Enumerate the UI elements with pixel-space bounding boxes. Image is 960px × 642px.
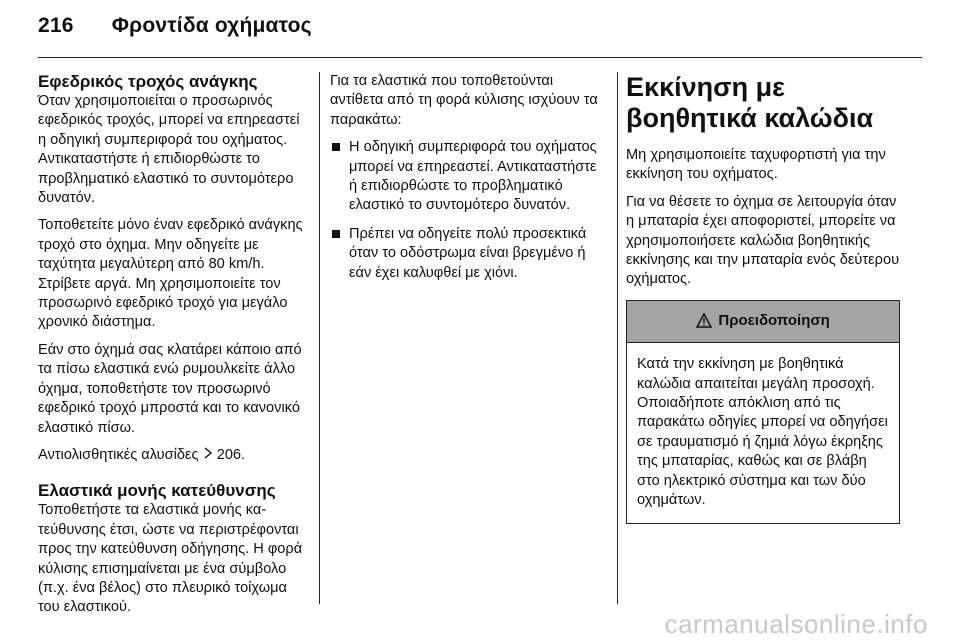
section-heading-directional-tyres: Ελαστικά μονής κατεύθυνσης	[38, 481, 276, 501]
column-2	[330, 72, 602, 292]
bullet-square-icon	[332, 143, 340, 151]
list-item: Η οδηγική συμπεριφορά του οχήματος μπορεί να επηρεαστεί. Αντικαταστήστε ή επιδιορθώστε το προβληματικό ελαστικό το συντομότερο δυνατόν.	[330, 138, 602, 216]
list-item: Πρέπει να οδηγείτε πολύ προσεκτικά όταν το οδόστρωμα είναι βρεγμένο ή εάν έχει καλυφθεί με χιόνι.	[330, 225, 602, 283]
paragraph: Τοποθετείτε μόνο έναν εφεδρικό ανάγκης τροχό στο όχημα. Μην οδηγείτε με ταχύτητα μεγαλύτερη από 80 km/h. Στρίβετε αργά. Μη χρησιμοποιείτε τον προσωρινό εφεδρικό τροχό για μεγάλο χρονικό διάστημα.	[38, 217, 303, 331]
paragraph: Μη χρησιμοποιείτε ταχυφορτιστή για την εκκίνηση του οχήματος.	[626, 147, 886, 183]
section-heading-jump-start: Εκκίνηση με βοηθητικά καλώδια	[626, 72, 874, 133]
warning-text: Κατά την εκκίνηση με βοηθητικά καλώδια απαιτείται μεγάλη προσοχή. Οποιαδήποτε απόκλιση από τις παρακάτω οδηγίες μπορεί να οδηγήσει σε τραυματισμό ή ζημιά λόγω έκρηξης της μπαταρίας, καθώς και σε βλάβη στο ηλεκτρικό σύστημα και των δύο οχημάτων.	[637, 356, 888, 509]
bullet-square-icon	[332, 230, 340, 238]
cross-reference-label: Αντιολισθητικές αλυσίδες	[38, 446, 199, 463]
paragraph: Τοποθετήστε τα ελαστικά μονής κατεύθυνσης έτσι, ώστε να περιστρέφονται προς την κατεύθυνση οδήγησης. Η φορά κύλισης επισημαίνεται με ένα σύμβολο (π.χ. ένα βέλος) στο πλευρικό τοίχωμα του ελαστικού.	[38, 502, 303, 616]
cross-reference-link[interactable]: 206.	[216, 446, 246, 463]
paragraph: Όταν χρησιμοποιείται ο προσωρινός εφεδρικός τροχός, μπορεί να επηρεαστεί η οδηγική συμπεριφορά του οχήματος. Αντικαταστήστε ή επιδιορθώστε το προβληματικό ελαστικό το συντομότερο δυνατόν.	[38, 93, 300, 207]
warning-triangle-icon	[696, 312, 718, 329]
page-header	[38, 14, 312, 50]
warning-title: Προειδοποίηση	[718, 311, 830, 329]
warning-box	[626, 300, 900, 524]
cross-reference-paragraph	[38, 446, 310, 465]
paragraph: Εάν στο όχημά σας κλατάρει κάποιο από τα πίσω ελαστικά ενώ ρυμουλκείτε άλλο όχημα, τοποθετήστε τον προσωρινό εφεδρικό τροχό μπροστά και το κανονικό ελαστικό πίσω.	[38, 341, 302, 436]
paragraph: Για να θέσετε το όχημα σε λειτουργία όταν η μπαταρία έχει αποφοριστεί, μπορείτε να χρησιμοποιήσετε καλώδια βοηθητικής εκκίνησης και την μπαταρία ενός δεύτερου οχήματος.	[626, 193, 900, 288]
bullet-list	[330, 138, 602, 283]
page-title: Φροντίδα οχήματος	[111, 14, 312, 37]
section-heading-spare-wheel: Εφεδρικός τροχός ανάγκης	[38, 72, 258, 91]
header-rule	[38, 57, 922, 58]
paragraph: Για τα ελαστικά που τοποθετούνται αντίθετα από τη φορά κύλισης ισχύουν τα παρακάτω:	[330, 73, 598, 128]
column-divider-2	[617, 72, 618, 604]
page-number: 216	[38, 14, 74, 37]
arrow-right-icon	[203, 447, 217, 463]
column-divider-1	[319, 72, 320, 604]
warning-header	[627, 301, 899, 343]
watermark: carmanualsonline.info	[664, 609, 928, 639]
column-3	[626, 72, 900, 524]
column-1	[38, 72, 310, 626]
